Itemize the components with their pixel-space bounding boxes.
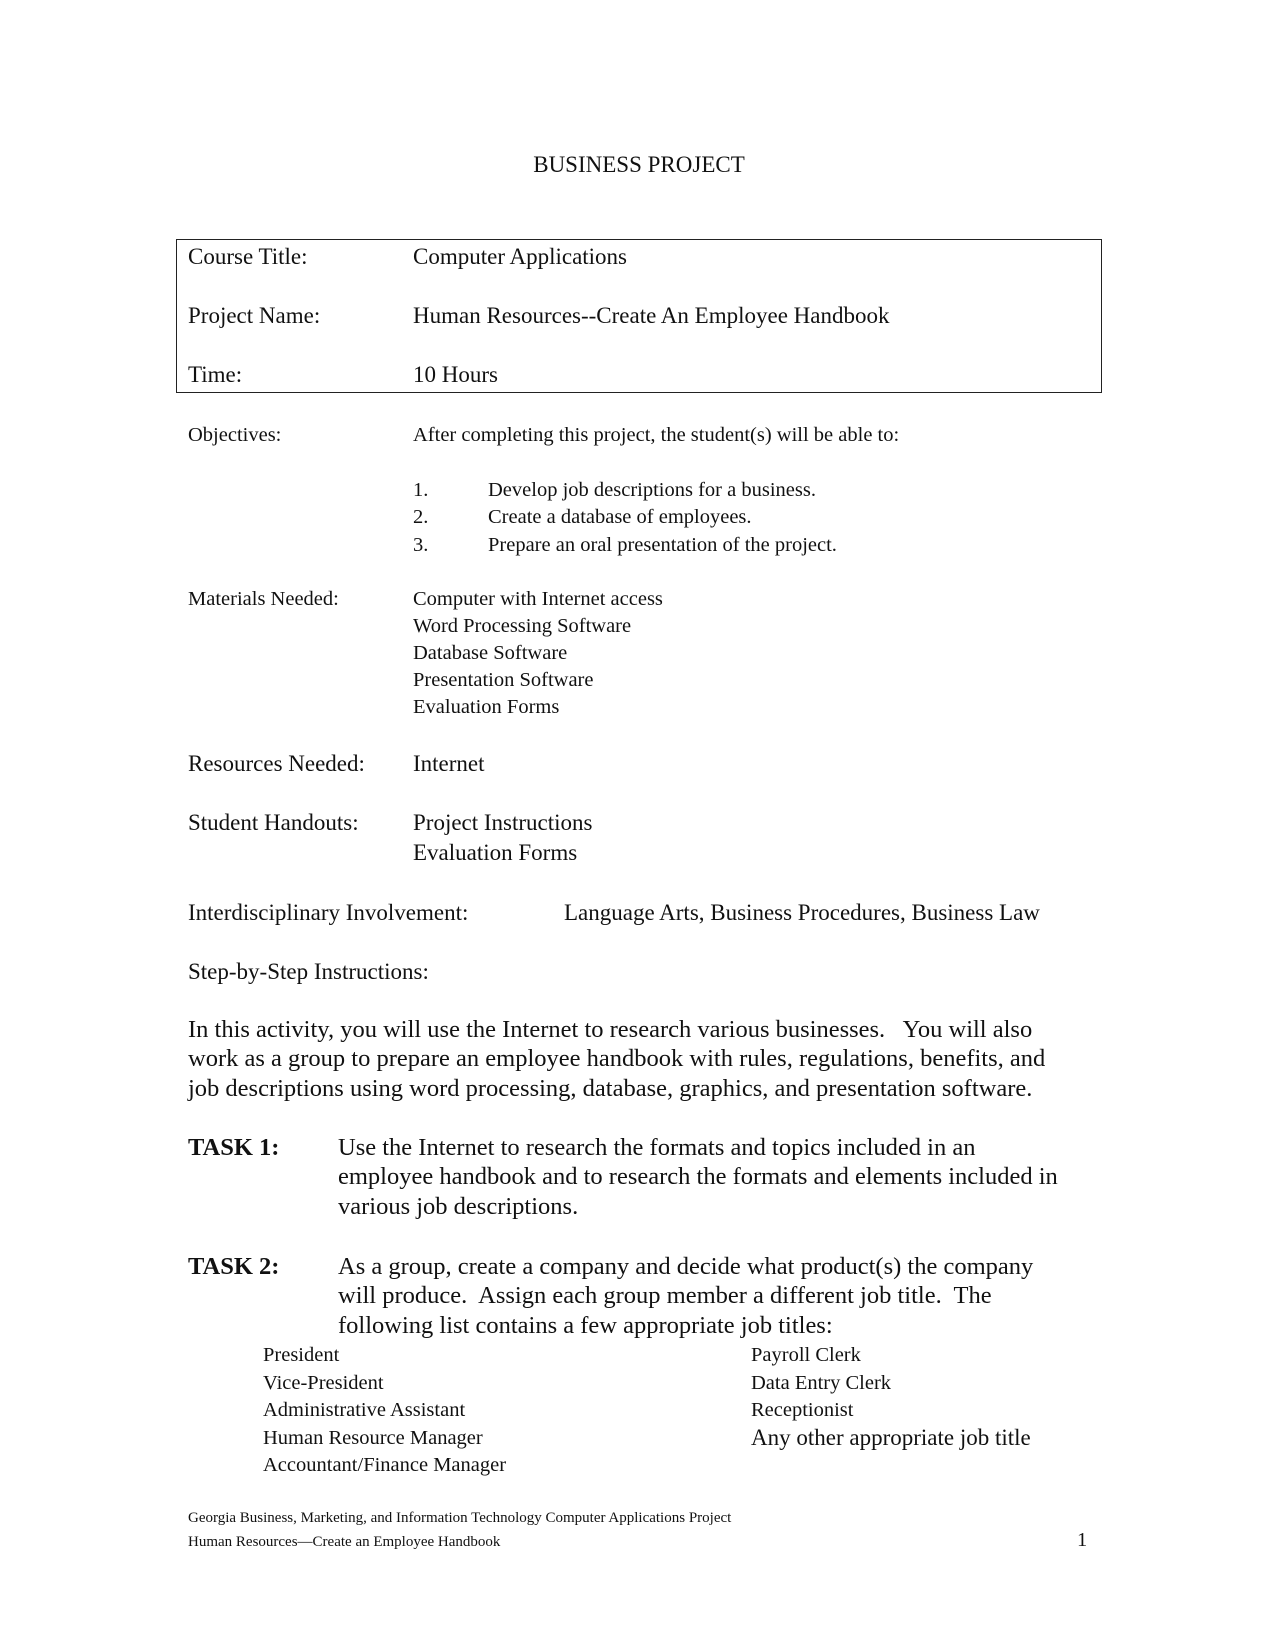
job-title: Administrative Assistant — [263, 1399, 466, 1421]
objectives-label: Objectives: — [188, 424, 282, 446]
intro-line: job descriptions using word processing, database, graphics, and presentation software. — [188, 1075, 1033, 1102]
objective-number: 1. — [413, 479, 429, 501]
handout-item: Evaluation Forms — [413, 840, 578, 865]
job-title: President — [263, 1344, 340, 1366]
handout-item: Project Instructions — [413, 810, 593, 835]
objectives-intro: After completing this project, the student(s) will be able to: — [413, 424, 900, 446]
material-item: Evaluation Forms — [413, 696, 560, 718]
time-value: 10 Hours — [413, 362, 498, 387]
document-title: BUSINESS PROJECT — [533, 152, 745, 177]
project-label: Project Name: — [188, 303, 321, 328]
material-item: Database Software — [413, 642, 568, 664]
course-label: Course Title: — [188, 244, 308, 269]
page-number: 1 — [1077, 1529, 1088, 1551]
material-item: Presentation Software — [413, 669, 594, 691]
intro-line: work as a group to prepare an employee handbook with rules, regulations, benefits, and — [188, 1045, 1046, 1072]
resources-label: Resources Needed: — [188, 751, 365, 776]
task-line: will produce. Assign each group member a different job title. The — [338, 1282, 992, 1309]
objective-item: Create a database of employees. — [488, 506, 752, 528]
job-title: Payroll Clerk — [751, 1344, 861, 1366]
handouts-label: Student Handouts: — [188, 810, 359, 835]
project-value: Human Resources--Create An Employee Handbook — [413, 303, 890, 328]
interdisciplinary-label: Interdisciplinary Involvement: — [188, 900, 469, 925]
interdisciplinary-value: Language Arts, Business Procedures, Business Law — [564, 900, 1040, 925]
job-title: Any other appropriate job title — [751, 1425, 1031, 1450]
objective-item: Prepare an oral presentation of the project. — [488, 534, 837, 556]
footer-line: Human Resources—Create an Employee Handbook — [188, 1534, 501, 1550]
material-item: Word Processing Software — [413, 615, 632, 637]
job-title: Data Entry Clerk — [751, 1372, 892, 1394]
task-label: TASK 2: — [188, 1253, 280, 1280]
task-line: Use the Internet to research the formats and topics included in an — [338, 1134, 976, 1161]
job-title: Human Resource Manager — [263, 1427, 483, 1449]
materials-label: Materials Needed: — [188, 588, 339, 610]
time-label: Time: — [188, 362, 243, 387]
job-title: Vice-President — [263, 1372, 384, 1394]
objective-item: Develop job descriptions for a business. — [488, 479, 816, 501]
task-line: employee handbook and to research the formats and elements included in — [338, 1163, 1058, 1190]
task-line: following list contains a few appropriate job titles: — [338, 1312, 833, 1339]
job-title: Receptionist — [751, 1399, 854, 1421]
objective-number: 2. — [413, 506, 429, 528]
steps-label: Step-by-Step Instructions: — [188, 959, 429, 984]
task-label: TASK 1: — [188, 1134, 280, 1161]
job-title: Accountant/Finance Manager — [263, 1454, 507, 1476]
task-line: As a group, create a company and decide what product(s) the company — [338, 1253, 1034, 1280]
task-line: various job descriptions. — [338, 1193, 579, 1220]
course-value: Computer Applications — [413, 244, 628, 269]
intro-line: In this activity, you will use the Internet to research various businesses. You will also — [188, 1016, 1033, 1043]
resources-value: Internet — [413, 751, 485, 776]
material-item: Computer with Internet access — [413, 588, 663, 610]
footer-line: Georgia Business, Marketing, and Information Technology Computer Applications Project — [188, 1510, 732, 1526]
objective-number: 3. — [413, 534, 429, 556]
